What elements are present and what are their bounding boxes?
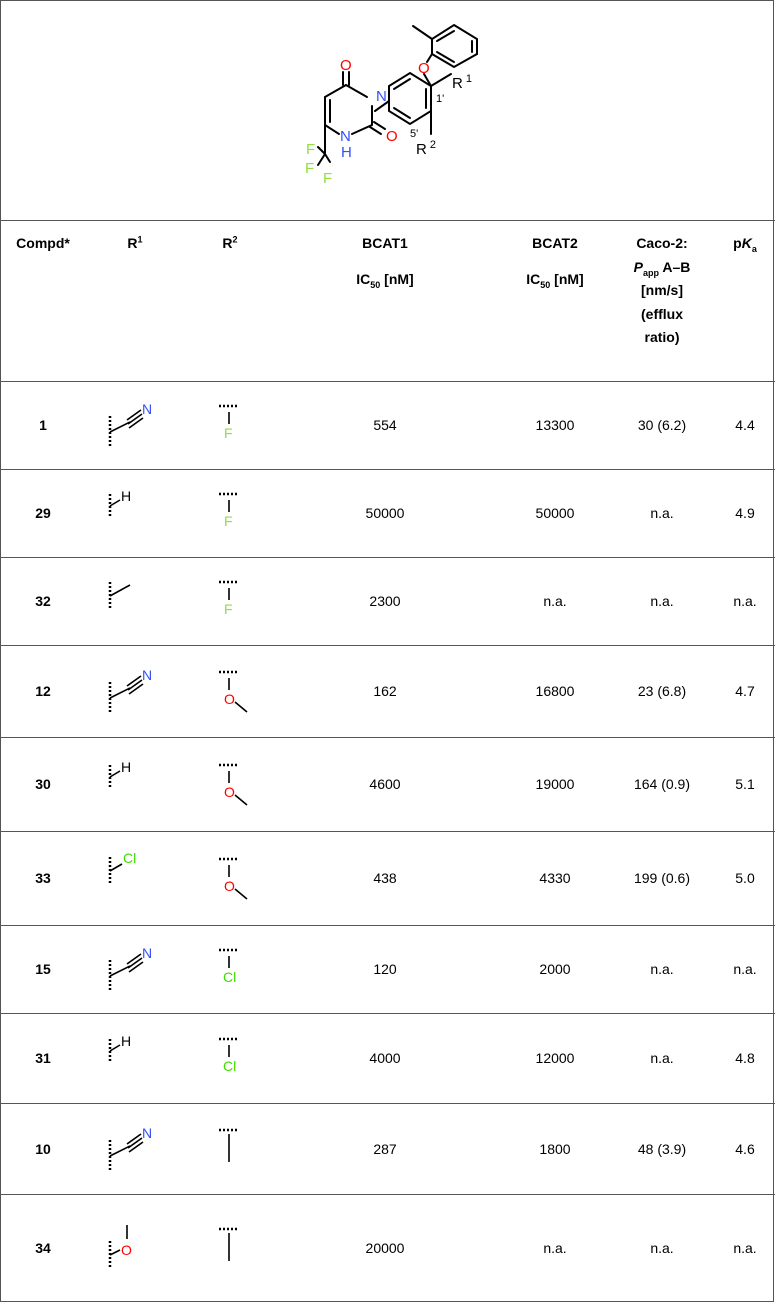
fluorine-label: F	[224, 601, 233, 617]
cell-r2	[203, 662, 263, 727]
r2-fragment-ome	[203, 662, 263, 722]
cell-compd: 12	[35, 683, 51, 699]
cell-r1	[98, 1217, 158, 1282]
cell-pka: 5.1	[735, 776, 755, 792]
r2-fragment-cl	[203, 940, 263, 1000]
oxygen-label: O	[224, 691, 235, 707]
r1-fragment-h	[98, 1027, 158, 1087]
r2-fragment-cl	[203, 1029, 263, 1089]
cell-r2	[203, 940, 263, 1005]
cell-compd: 33	[35, 870, 51, 886]
r2-fragment-ome	[203, 849, 263, 909]
nitrogen-label: N	[142, 1125, 153, 1141]
table-row	[0, 1195, 775, 1302]
r1-fragment-me	[98, 570, 158, 630]
cell-r1	[98, 394, 158, 459]
aryl-ring	[389, 73, 431, 124]
r2-label: R $^2$	[416, 139, 436, 158]
core-structure-panel	[0, 0, 775, 221]
cell-bcat1: 2300	[369, 593, 401, 609]
r1-fragment-h	[98, 753, 158, 813]
header-caco2: Caco-2: $P_{app}$ A–B [nm/s] (efflux ratio)	[633, 235, 691, 345]
cell-r2	[203, 849, 263, 914]
cell-bcat1: 554	[373, 417, 397, 433]
table-header	[0, 220, 775, 382]
cell-caco2: 23 (6.8)	[637, 683, 687, 699]
header-bcat2: BCAT2 $IC_{50}$ [nM]	[526, 235, 584, 290]
nitrogen-label: N	[142, 945, 153, 961]
ring-nitrogen: N	[376, 88, 387, 105]
cell-bcat2: 16800	[535, 683, 575, 699]
cell-bcat2: 50000	[535, 505, 575, 521]
hydrogen-label: H	[121, 1033, 132, 1049]
header-pka: $pK_a$	[733, 235, 757, 254]
cell-compd: 15	[35, 961, 51, 977]
cell-bcat1: 438	[373, 870, 397, 886]
cell-r2	[203, 1219, 263, 1284]
r2-fragment-ome	[203, 755, 263, 815]
cell-bcat2: n.a.	[543, 593, 567, 609]
table-row	[0, 381, 775, 470]
ether-oxygen: O	[418, 60, 430, 77]
cell-bcat2: n.a.	[543, 1240, 567, 1256]
fluorine-label: F	[224, 513, 233, 529]
cell-compd: 10	[35, 1141, 51, 1157]
cell-compd: 31	[35, 1050, 51, 1066]
table-row	[0, 646, 775, 738]
cell-caco2: 199 (0.6)	[633, 870, 691, 886]
cell-r1	[98, 753, 158, 818]
cell-bcat2: 12000	[535, 1050, 575, 1066]
nitrogen-label: N	[142, 401, 153, 417]
r2-fragment-f	[203, 484, 263, 544]
r1-fragment-cn	[98, 1118, 158, 1178]
r1-fragment-cn	[98, 660, 158, 720]
methyl-bond	[413, 26, 432, 39]
cell-r2	[203, 755, 263, 820]
carbonyl-oxygen-side: O	[386, 128, 398, 145]
cell-bcat1: 4000	[369, 1050, 401, 1066]
r1-fragment-cl	[98, 847, 158, 907]
cell-pka: 4.8	[735, 1050, 755, 1066]
table-row	[0, 1104, 775, 1195]
chlorine-label: Cl	[223, 1058, 237, 1074]
cell-r2	[203, 396, 263, 461]
hydrogen-label: H	[121, 759, 132, 775]
cell-caco2: n.a.	[650, 1240, 674, 1256]
cell-pka: 4.9	[735, 505, 755, 521]
cell-pka: n.a.	[733, 961, 757, 977]
fluorine-1: F	[306, 141, 316, 158]
cell-r1	[98, 570, 158, 635]
oxygen-label: O	[224, 878, 235, 894]
nh-nitrogen: N	[340, 128, 351, 145]
cell-r2	[203, 484, 263, 549]
cell-compd: 30	[35, 776, 51, 792]
cell-caco2: n.a.	[650, 505, 674, 521]
cell-r1	[98, 938, 158, 1003]
core-structure-drawing	[0, 0, 775, 220]
cell-compd: 34	[35, 1240, 51, 1256]
cell-r2	[203, 1029, 263, 1094]
table-row	[0, 558, 775, 646]
oxygen-label: O	[224, 784, 235, 800]
cell-pka: 4.4	[735, 417, 755, 433]
table-row	[0, 832, 775, 926]
cell-pka: 4.7	[735, 683, 755, 699]
cell-pka: n.a.	[733, 1240, 757, 1256]
table-row	[0, 470, 775, 558]
cell-caco2: n.a.	[650, 961, 674, 977]
r1-label: R $^1$	[452, 73, 472, 92]
cell-bcat1: 4600	[369, 776, 401, 792]
hydrogen-label: H	[121, 488, 132, 504]
header-r1: $R^1$	[127, 234, 143, 251]
cell-bcat2: 4330	[539, 870, 571, 886]
cell-r1	[98, 1027, 158, 1092]
nh-hydrogen: H	[341, 144, 352, 161]
fluorine-2: F	[305, 160, 315, 177]
header-bcat1: BCAT1 $IC_{50}$ [nM]	[356, 235, 414, 290]
cell-bcat1: 120	[373, 961, 397, 977]
cell-pka: 5.0	[735, 870, 755, 886]
cell-caco2: n.a.	[650, 593, 674, 609]
table-row	[0, 1014, 775, 1104]
cell-compd: 29	[35, 505, 51, 521]
cell-r1	[98, 847, 158, 912]
cell-caco2: 164 (0.9)	[633, 776, 691, 792]
cell-pka: 4.6	[735, 1141, 755, 1157]
cell-bcat2: 13300	[535, 417, 575, 433]
r2-fragment-me	[203, 1219, 263, 1279]
chlorine-label: Cl	[223, 969, 237, 985]
nitrogen-label: N	[142, 667, 153, 683]
r1-fragment-h	[98, 482, 158, 542]
cell-bcat1: 162	[373, 683, 397, 699]
cell-bcat1: 287	[373, 1141, 397, 1157]
cell-r1	[98, 1118, 158, 1183]
r2-fragment-me	[203, 1120, 263, 1180]
position-5-label: 5'	[410, 128, 419, 140]
cell-r1	[98, 660, 158, 725]
oxygen-label: O	[121, 1242, 132, 1258]
cell-bcat1: 50000	[365, 505, 405, 521]
cell-bcat2: 2000	[539, 961, 571, 977]
position-1-label: 1'	[436, 93, 445, 105]
fluorine-label: F	[224, 425, 233, 441]
cell-bcat2: 19000	[535, 776, 575, 792]
table-row	[0, 738, 775, 832]
cell-compd: 1	[39, 417, 47, 433]
carbonyl-oxygen-top: O	[340, 57, 352, 74]
chlorine-label: Cl	[123, 850, 137, 866]
cell-caco2: 30 (6.2)	[637, 417, 687, 433]
cell-bcat2: 1800	[539, 1141, 571, 1157]
cell-pka: n.a.	[733, 593, 757, 609]
r1-fragment-cn	[98, 938, 158, 998]
cell-r1	[98, 482, 158, 547]
header-compd: Compd*	[16, 235, 70, 251]
r2-fragment-f	[203, 396, 263, 456]
cell-bcat1: 20000	[365, 1240, 405, 1256]
header-r2: $R^2$	[222, 234, 238, 251]
table-row	[0, 926, 775, 1014]
cell-r2	[203, 572, 263, 637]
cell-r2	[203, 1120, 263, 1185]
r1-fragment-cn	[98, 394, 158, 454]
cell-caco2: 48 (3.9)	[637, 1141, 687, 1157]
fluorine-3: F	[323, 170, 333, 187]
cell-compd: 32	[35, 593, 51, 609]
cell-caco2: n.a.	[650, 1050, 674, 1066]
r2-fragment-f	[203, 572, 263, 632]
r1-fragment-ome	[98, 1217, 158, 1277]
